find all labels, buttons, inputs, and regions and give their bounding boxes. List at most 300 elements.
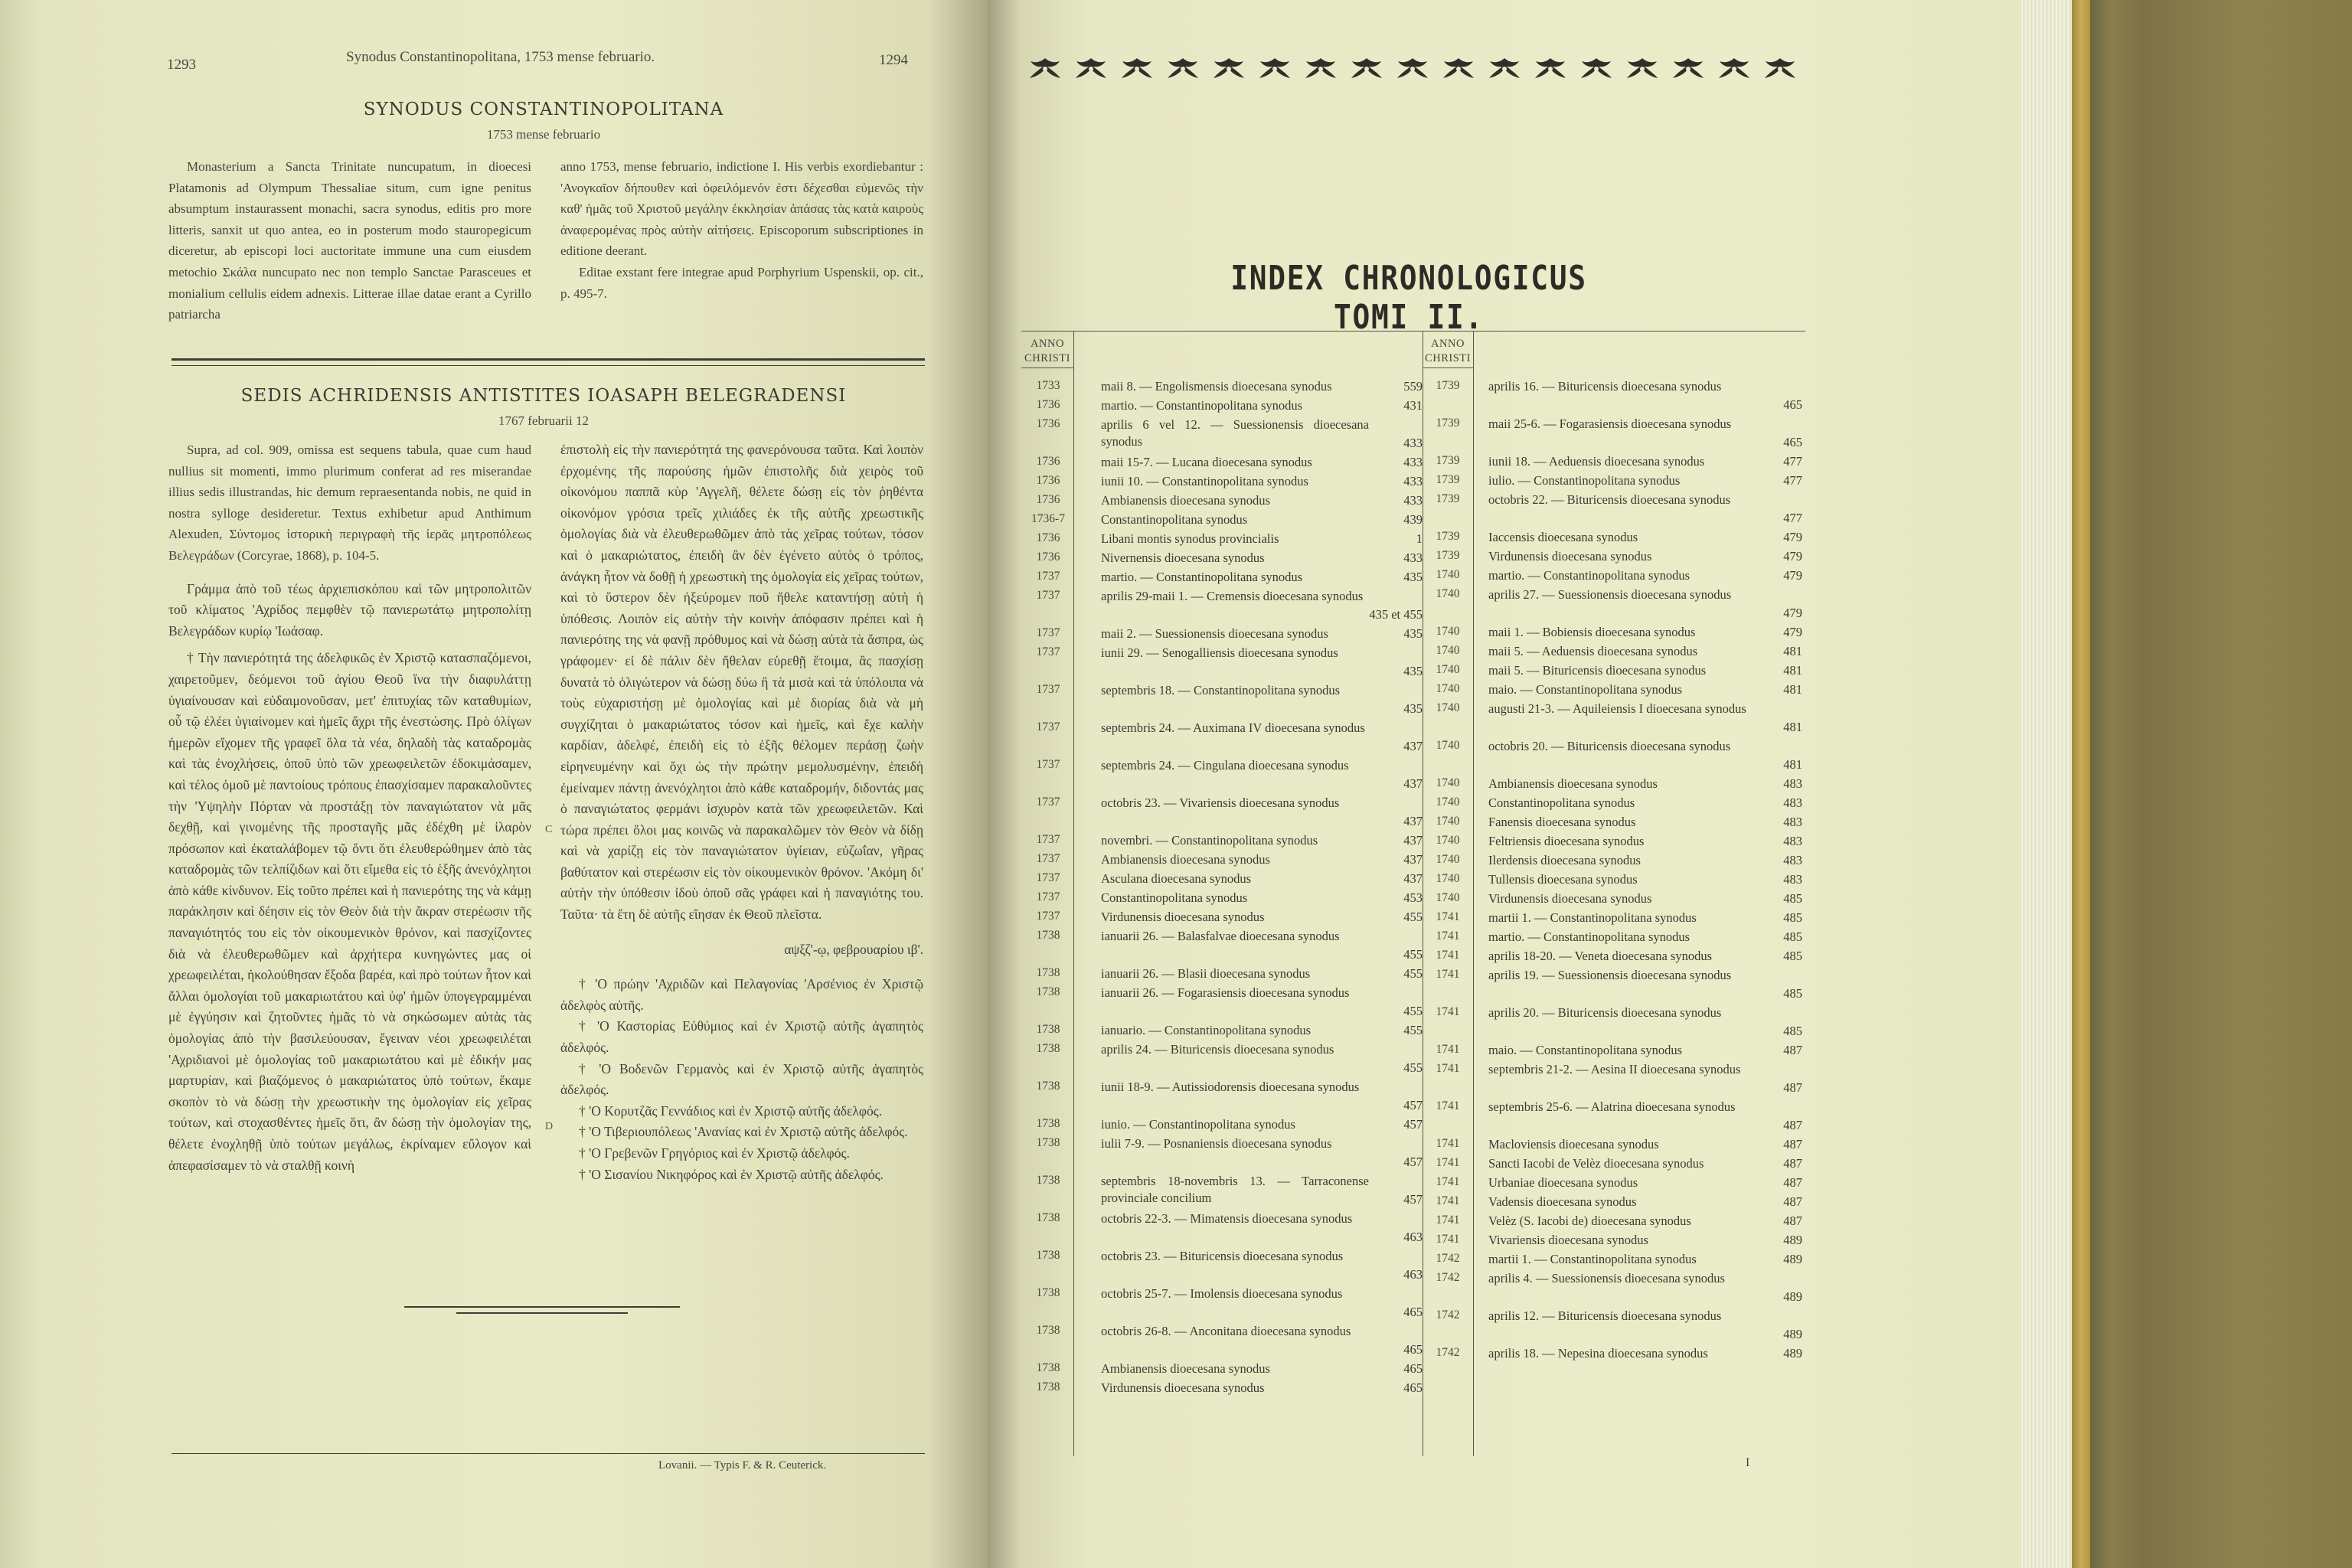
index-entry-text: Virdunensis dioecesana synodus <box>1101 910 1265 924</box>
index-entry <box>1101 569 1423 586</box>
index-page-number: 437 <box>1403 776 1423 791</box>
index-entry <box>1488 1232 1802 1249</box>
index-entry-text: martio. — Constantinopolitana synodus <box>1101 398 1303 413</box>
index-year: 1740 <box>1436 815 1460 828</box>
index-entry <box>1101 1041 1423 1076</box>
index-year: 1740 <box>1436 739 1460 752</box>
index-year: 1741 <box>1436 1233 1460 1246</box>
fleuron-ornament <box>1762 55 1798 81</box>
index-year: 1737 <box>1036 720 1060 733</box>
index-entry <box>1488 1345 1802 1362</box>
index-entry-text: Constantinopolitana synodus <box>1101 512 1248 527</box>
index-entry-text: maii 8. — Engolismensis dioecesana synodus <box>1101 379 1332 394</box>
index-page-number: 437 <box>1403 833 1423 848</box>
index-entry-text: Virdunensis dioecesana synodus <box>1101 1380 1265 1395</box>
index-entry-text: Vivariensis dioecesana synodus <box>1488 1233 1648 1247</box>
index-entry-text: Urbaniae dioecesana synodus <box>1488 1175 1638 1190</box>
index-page-number: 465 <box>1403 1305 1423 1319</box>
index-entry-text: Ilerdensis dioecesana synodus <box>1488 853 1641 867</box>
index-year: 1738 <box>1036 1023 1060 1036</box>
index-entry-text: octobris 20. — Bituricensis dioecesana synodus <box>1488 739 1731 753</box>
index-page-number: 431 <box>1403 398 1423 413</box>
section2-title: SEDIS ACHRIDENSIS ANTISTITES IOASAPH BELEGRADENSI <box>240 386 847 406</box>
index-entry-text: iunio. — Constantinopolitana synodus <box>1101 1117 1295 1132</box>
page-number-left: 1293 <box>167 57 196 73</box>
index-entry <box>1101 1135 1423 1171</box>
index-year: 1739 <box>1436 379 1460 392</box>
index-year: 1741 <box>1436 910 1460 923</box>
margin-letter-d: D <box>545 1121 554 1132</box>
index-entry <box>1488 795 1802 812</box>
index-entry-text: octobris 23. — Bituricensis dioecesana synodus <box>1101 1249 1344 1263</box>
footer-rule <box>172 1453 925 1454</box>
index-page-number: 483 <box>1783 815 1802 829</box>
index-page-number: 479 <box>1783 549 1802 564</box>
index-entry-text: iunii 10. — Constantinopolitana synodus <box>1101 474 1308 488</box>
index-year: 1738 <box>1036 1117 1060 1130</box>
index-entry <box>1101 720 1423 755</box>
index-year: 1738 <box>1036 929 1060 942</box>
index-year: 1737 <box>1036 910 1060 923</box>
index-year: 1740 <box>1436 834 1460 847</box>
index-entry <box>1101 757 1423 792</box>
index-year: 1741 <box>1436 968 1460 981</box>
index-entry-text: aprilis 12. — Bituricensis dioecesana synodus <box>1488 1308 1722 1323</box>
section-divider <box>172 358 925 366</box>
index-entry <box>1101 1323 1423 1358</box>
fleuron-ornament <box>1487 55 1522 81</box>
letter-date-line: αψξζ'-ῳ, φεβρουαρίου ιβ'. <box>784 941 923 957</box>
index-entry <box>1488 586 1802 622</box>
index-entry-text: iunii 18-9. — Autissiodorensis dioecesana synodus <box>1101 1080 1360 1094</box>
index-entry-text: aprilis 24. — Bituricensis dioecesana synodus <box>1101 1042 1334 1057</box>
index-entry <box>1101 1361 1423 1377</box>
index-entry-text: Libani montis synodus provincialis <box>1101 531 1279 546</box>
index-entry <box>1101 588 1423 623</box>
index-entry-text: martio. — Constantinopolitana synodus <box>1101 570 1303 584</box>
index-year: 1739 <box>1436 473 1460 486</box>
index-year: 1740 <box>1436 795 1460 808</box>
index-page-number: 487 <box>1783 1194 1802 1209</box>
index-entry-text: aprilis 16. — Bituricensis dioecesana synodus <box>1488 379 1722 394</box>
index-year: 1736 <box>1036 493 1060 506</box>
index-page-number: 485 <box>1783 891 1802 906</box>
index-page-number: 483 <box>1783 834 1802 848</box>
index-entry-text: martio. — Constantinopolitana synodus <box>1488 929 1690 944</box>
index-entry-text: octobris 23. — Vivariensis dioecesana synodus <box>1101 795 1340 810</box>
index-entry <box>1488 1194 1802 1210</box>
section1-title: SYNODUS CONSTANTINOPOLITANA <box>363 100 724 119</box>
index-entry <box>1488 624 1802 641</box>
index-entry <box>1101 626 1423 642</box>
index-year: 1738 <box>1036 1174 1060 1187</box>
index-year: 1739 <box>1436 530 1460 543</box>
index-page-number: 433 <box>1403 550 1423 565</box>
index-page-number: 481 <box>1783 757 1802 772</box>
index-entry-text: octobris 25-7. — Imolensis dioecesana synodus <box>1101 1286 1343 1301</box>
index-year: 1740 <box>1436 568 1460 581</box>
index-page-number: 435 <box>1403 570 1423 584</box>
index-page-number: 433 <box>1403 474 1423 488</box>
index-year: 1737 <box>1036 683 1060 696</box>
index-entry-text: aprilis 18. — Nepesina dioecesana synodus <box>1488 1346 1708 1361</box>
index-entry-text: maio. — Constantinopolitana synodus <box>1488 1043 1682 1057</box>
index-entry-text: maii 5. — Aeduensis dioecesana synodus <box>1488 644 1698 658</box>
section2-latin-intro: Supra, ad col. 909, omissa est sequens tabula, quae cum haud nullius sit momenti, immo plurimum conferat ad res miserandae illius sedis illustrandas, hic demum repraesentanda nobis, ne quid in nostra sylloge desideretur. Textus exhibetur apud Anthimum Alexuden, Σύντομος ἱστορικὴ περιγραφὴ τῆς ἱερᾶς μητροπόλεως Βελεγράδων (Corcyrae, 1868), p. 104-5. <box>168 443 531 563</box>
index-year: 1738 <box>1036 1211 1060 1224</box>
index-entry <box>1488 1155 1802 1172</box>
index-entry <box>1101 928 1423 963</box>
margin-letter-c: C <box>545 824 553 835</box>
index-page-number: 479 <box>1783 625 1802 639</box>
index-year: 1741 <box>1436 1137 1460 1150</box>
index-page-number: 479 <box>1783 606 1802 620</box>
index-year: 1738 <box>1036 1080 1060 1093</box>
index-entry <box>1488 1213 1802 1230</box>
index-entry <box>1101 1210 1423 1246</box>
index-page-number: 455 <box>1403 1004 1423 1018</box>
section1-col2-text: anno 1753, mense februario, indictione I. His verbis exordiebantur : 'Ανογκαῖον δήπουθεν καὶ ὀφειλόμενόν ἐστι δέχεσθαι εὐμενῶς τὴν καθ' ἡμᾶς τοῦ Χριστοῦ μεγάλην ἐκκλησίαν ἁπάσας τὰς κατὰ καιροὺς ἀναφερομένας πρὸς αὐτὴν αἰτήσεις. Episcoporum subscriptiones in editione deerant. <box>560 159 923 259</box>
index-year: 1737 <box>1036 852 1060 865</box>
index-entry-text: septembris 18-novembris 13. — Tarraconense provinciale concilium <box>1101 1174 1369 1205</box>
index-year: 1738 <box>1036 1249 1060 1262</box>
index-year: 1737 <box>1036 589 1060 602</box>
index-entry-text: maii 25-6. — Fogarasiensis dioecesana synodus <box>1488 416 1732 431</box>
index-page-number: 485 <box>1783 1024 1802 1038</box>
index-page-number: 485 <box>1783 910 1802 925</box>
index-entry <box>1101 1285 1423 1321</box>
index-page-number: 437 <box>1403 852 1423 867</box>
index-entry <box>1488 929 1802 946</box>
index-entry <box>1488 967 1802 1002</box>
section1-date: 1753 mense februario <box>486 127 601 142</box>
index-year: 1738 <box>1036 1286 1060 1299</box>
year-divider-right <box>1473 331 1474 1456</box>
index-entry <box>1488 643 1802 660</box>
index-page-number: 435 <box>1403 626 1423 641</box>
section1-col2 <box>560 156 923 304</box>
index-entry <box>1488 548 1802 565</box>
index-page-number: 437 <box>1403 739 1423 753</box>
index-page-number: 487 <box>1783 1156 1802 1171</box>
index-entry <box>1488 453 1802 470</box>
index-top-rule-right <box>1423 331 1805 332</box>
index-page-number: 457 <box>1403 1155 1423 1169</box>
index-year: 1740 <box>1436 701 1460 714</box>
index-entry <box>1101 1173 1423 1208</box>
index-entry <box>1101 1022 1423 1039</box>
index-page-number: 455 <box>1403 966 1423 981</box>
fleuron-ornament <box>1441 55 1476 81</box>
index-entry <box>1101 682 1423 717</box>
index-entry <box>1488 1174 1802 1191</box>
index-page-number: 463 <box>1403 1267 1423 1282</box>
index-year: 1741 <box>1436 949 1460 962</box>
index-year: 1736 <box>1036 531 1060 544</box>
index-page-number: 457 <box>1403 1098 1423 1112</box>
index-entry <box>1101 985 1423 1020</box>
index-year: 1733 <box>1036 379 1060 392</box>
index-page-number: 455 <box>1403 1023 1423 1037</box>
index-entry-text: iunii 29. — Senogalliensis dioecesana synodus <box>1101 645 1338 660</box>
index-entry <box>1101 909 1423 926</box>
index-entry-text: maii 1. — Bobiensis dioecesana synodus <box>1488 625 1696 639</box>
index-year: 1742 <box>1436 1271 1460 1284</box>
index-page-number: 481 <box>1783 663 1802 678</box>
section2-col2 <box>560 439 923 1185</box>
gilt-edge <box>2072 0 2090 1568</box>
index-entry <box>1488 1061 1802 1096</box>
index-entry-text: maii 15-7. — Lucana dioecesana synodus <box>1101 455 1312 469</box>
fleuron-ornament <box>1257 55 1292 81</box>
index-page-number: 487 <box>1783 1043 1802 1057</box>
index-year: 1739 <box>1436 454 1460 467</box>
index-entry-text: ianuarii 26. — Blasii dioecesana synodus <box>1101 966 1311 981</box>
index-entry-text: aprilis 19. — Suessionensis dioecesana synodus <box>1488 968 1732 982</box>
index-entry <box>1488 1308 1802 1343</box>
index-entry <box>1488 948 1802 965</box>
index-page-number: 481 <box>1783 644 1802 658</box>
index-entry-text: martii 1. — Constantinopolitana synodus <box>1488 910 1697 925</box>
index-entry <box>1488 701 1802 736</box>
index-entry <box>1488 492 1802 527</box>
year-divider-left <box>1073 331 1074 1456</box>
fleuron-ornament <box>1119 55 1155 81</box>
index-year: 1737 <box>1036 795 1060 808</box>
index-entry <box>1488 1042 1802 1059</box>
index-entry-text: ianuarii 26. — Fogarasiensis dioecesana synodus <box>1101 985 1350 1000</box>
index-entry <box>1488 776 1802 792</box>
index-page-number: 433 <box>1403 493 1423 508</box>
index-entry <box>1101 511 1423 528</box>
index-page-number: 487 <box>1783 1118 1802 1132</box>
index-entry <box>1488 890 1802 907</box>
section2-greek-letter: † Τὴν πανιερότητά της ἀδελφικῶς ἐν Χριστῷ κατασπαζόμενοι, χαιρετοῦμεν, δεόμενοι τοῦ ἁγίου Θεοῦ ἵνα τὴν διαφυλάττῃ ὑγιαίνουσαν καὶ εὐδαιμονοῦσαν, μετ' ἐπιτυχίας τῶν καταθυμίων, οὗ τῷ ἐλέει ὑγιαίνομεν καὶ ἡμεῖς ἄχρι τῆς ἐνεστώσης. Πρὸ ὀλίγων ἡμερῶν εἴχομεν τῆς γραφεῖ ὅλα τὰ νέα, δηλαδὴ τὰς καταδρομὰς καὶ τὰς ἐνοχλήσεις, ὁποῦ ὑπὸ τῶν χρεωφειλετῶν ἐδοκιμάσαμεν, καὶ τέλος ὁμοῦ μὲ παντοίους τρόπους ἐπασχίσαμεν παρακαλοῦντες τὴν 'Υψηλὴν Πόρταν νὰ προστάξῃ τὸν παναγιώτατον νὰ μᾶς δεχθῇ, καὶ γινομένης τῆς προσταγῆς μᾶς ἐδέχθη μὲ ἱλαρὸν πρόσωπον καὶ ἐκαταλάβομεν τῷ ὄντι ὅτι ἐλευθερώθημεν ἀπὸ τὰς καταδρομὰς τῶν τελπίζιδων καὶ ὅτι εἴμεθα εἰς τὸ ἑξῆς ἀνενόχλητοι ἀπὸ κάθε κίνδυνον. Εἰς τοῦτο πρέπει καὶ ἡ πανιερότης της νὰ κάμῃ παράκλησιν καὶ δέησιν εἰς τὸν Θεὸν διὰ τὴν ἄκραν στερέωσιν τῆς παναγιότητός του εἰς τὸν οἰκουμενικὸν θρόνον, καὶ πασχίζοντες διὰ νὰ ἐλευθερωθῶμεν καὶ ἀρχήτερα κυνηγώντες μας οἱ χρεωφειλέται, ἠκολούθησαν ἔξοδα βαρέα, καὶ πρὸ τούτων ἦτον καὶ ἄλλαι ὁμολογίαι τοῦ μακαριωτάτου καὶ ὑφ' ἡμῶν ὑπογεγραμμέναι μὲ ἐγγύησιν καὶ ζητοῦντες ἡμᾶς τὸ νὰ σηκώσωμεν αὐτὰς τὰς ὁμολογίας ἀπὸ τὴν βασιλεύουσαν, ἔγειναν νέοι χρεωφειλέται 'Αχριδιανοὶ μὲ ὁμολογίας τοῦ μακαριωτάτου καὶ μὲ ἐδικήν μας μαρτυρίαν, καὶ βιαζόμενος ὁ μακαριώτατος ὑπὸ τούτων, ἔκαμε σκοπὸν τὸ νὰ δώσῃ τὴν χρεωστικὴν της ὁμολογίαν εἰς χεῖρας τούτων, καὶ στοχασθέντες ἡμεῖς ὅτι, ἂν δώσῃ τὴν ὁμολογίαν της, θέλετε ἐνοχληθῇ ὑπὸ τούτων μεγάλως, ἐκρίναμεν εὔλογον καὶ ἀπεφασίσαμεν τὸ νὰ σταλθῇ κοινὴ <box>168 650 531 1173</box>
index-year: 1737 <box>1036 871 1060 884</box>
index-year: 1737 <box>1036 570 1060 583</box>
index-year: 1740 <box>1436 776 1460 789</box>
index-entry-text: Velèz (S. Iacobi de) dioecesana synodus <box>1488 1214 1691 1228</box>
index-entry <box>1488 1251 1802 1268</box>
section2-greek-letter-cont: ἐπιστολὴ εἰς τὴν πανιερότητά της φανερόνουσα ταῦτα. Καὶ λοιπὸν ἐρχομένης τῆς παρούσης ἡμῶν ἐπιστολῆς διὰ χειρὸς τοῦ οἰκονόμου παππᾶ κὺρ 'Αγγελῆ, θέλετε δώσῃ εἰς τὸν ῥηθέντα οἰκονόμον γρόσια τρεῖς χιλιάδες ἐκ τῆς αὐτῆς χρεωστικῆς ὁμολογίας διὰ νὰ ἐλευθερωθῶμεν ἀπὸ τὰς χεῖρας τούτων, τόσον καὶ ὁ μακαριώτατος, ἐπειδὴ ἂν δὲν ἐγένετο αὐτὸς ὁ τρόπος, ἀνάγκη ἦτον νὰ δοθῇ ἡ χρεωστικὴ της ὁμολογία εἰς χεῖρας τούτων, καὶ τὸ ὕστερον δὲν ἠξεύρομεν ποῦ ἤθελε καταντήσῃ αὐτὴ ἡ ὑπόθεσις. Λοιπὸν εἰς αὐτὴν τὴν κοινὴν ἀπόφασιν πρέπει καὶ ἡ πανιερότης της νὰ φανῇ πρόθυμος καὶ νὰ δώσῃ αὐτὰ τὰ ἄσπρα, ὡς γράφομεν· εἰ δὲ πάλιν δὲν ἤθελαν εὑρεθῇ ἕτοιμα, ἂς πασχίσῃ δυνατὰ τὸ ὀλιγώτερον νὰ δώσῃ δύω ἢ τὰ μισὰ καὶ τὰ ὑπόλοιπα νὰ τοὺς εὐχαριστήσῃ μὲ ὁμολογίας καὶ μὲ διορίας διὰ νὰ μὴ συγχίζηται ὁ μακαριώτατος τόσον καὶ ἡμεῖς, καὶ ἔχε καλὴν καρδίαν, ἀδελφέ, ἐπειδὴ εἰς τὸ ἑξῆς θέλομεν περάσῃ ζωὴν εἰρηνευμένην καὶ ὄχι ὡς τὴν πρώτην μεμολυσμένην, ἐπειδὴ ἐμείναμεν πάντῃ ἀνενόχλητοι ἀπὸ κάθε καταδρομήν, διδοντάς μας ὁ παναγιώτατος φερμάνι ἰσχυρὸν κατὰ τῶν χρεωφειλετῶν. Καὶ τώρα πρέπει ὅλοι μας κοινῶς νὰ παρακαλῶμεν τὸν Θεὸν νὰ δίδῃ καὶ νὰ χαρίζῃ εἰς τὸν παναγιώτατον ὑγίειαν, εὐζωΐαν, γῆρας βαθύτατον καὶ στερέωσιν εἰς τὸν οἰκουμενικὸν θρόνον. 'Ακόμη δι' αὐτὴν τὴν ὑπόθεσιν ἰδοὺ ὁποῦ σᾶς γράφει καὶ ἡ παναγιότης του. Ταῦτα· τὰ ἔτη δὲ αὐτῆς εἴησαν ἐκ Θεοῦ πλεῖστα. <box>560 442 923 923</box>
index-entry-text: maii 5. — Bituricensis dioecesana synodus <box>1488 663 1707 678</box>
index-entry-text: Ambianensis dioecesana synodus <box>1101 852 1270 867</box>
index-entry <box>1488 1004 1802 1040</box>
index-year: 1742 <box>1436 1346 1460 1359</box>
index-entry <box>1488 567 1802 584</box>
index-page-number: 477 <box>1783 454 1802 469</box>
index-page-number: 465 <box>1783 435 1802 449</box>
index-page-number: 479 <box>1783 530 1802 544</box>
index-entry <box>1488 1136 1802 1153</box>
index-page-number: 465 <box>1783 397 1802 412</box>
index-entry <box>1488 871 1802 888</box>
index-year: 1741 <box>1436 1214 1460 1227</box>
year-column-header-right: ANNO CHRISTI <box>1425 338 1471 364</box>
index-year: 1741 <box>1436 1099 1460 1112</box>
year-column-header-left: ANNO CHRISTI <box>1024 338 1070 364</box>
index-year: 1738 <box>1036 1380 1060 1393</box>
index-entry <box>1101 1079 1423 1114</box>
index-page-number: 437 <box>1403 871 1423 886</box>
fleuron-ornament <box>1579 55 1614 81</box>
index-page-number: 455 <box>1403 910 1423 924</box>
index-page-number: 483 <box>1783 853 1802 867</box>
index-year: 1739 <box>1436 492 1460 505</box>
index-entry <box>1101 378 1423 395</box>
index-page-number: 457 <box>1403 1117 1423 1132</box>
end-rule <box>404 1306 680 1308</box>
index-year: 1737 <box>1036 645 1060 658</box>
index-entry-text: aprilis 6 vel 12. — Suessionensis dioecesana synodus <box>1101 417 1369 449</box>
index-page-number: 487 <box>1783 1175 1802 1190</box>
section1-col1-text: Monasterium a Sancta Trinitate nuncupatum, in dioecesi Platamonis ad Olympum Thessaliae situm, cum igne penitus absumptum instaurassent monachi, sacra synodus, editis pro more litteris, sanxit ut quo antea, eo in posterum modo stauropegicum diceretur, ab episcopi loci auctoritate immune una cum eiusdem metochio Σκάλα nuncupato nec non templo Sanctae Parasceues et monialium cellulis eidem adnexis. Litterae illae datae erant a Cyrillo patriarcha <box>168 159 531 322</box>
fleuron-ornament <box>1625 55 1660 81</box>
index-entry <box>1488 738 1802 773</box>
index-year: 1738 <box>1036 966 1060 979</box>
fleuron-ornament <box>1349 55 1384 81</box>
signature: † 'Ο Τιβεριουπόλεως 'Ανανίας καὶ ἐν Χριστῷ αὐτῆς ἀδελφός. <box>579 1124 908 1140</box>
index-year: 1736 <box>1036 474 1060 487</box>
index-entry-text: Ambianensis dioecesana synodus <box>1101 493 1270 508</box>
index-page-number: 487 <box>1783 1080 1802 1095</box>
index-page-number: 463 <box>1403 1230 1423 1244</box>
index-entry-text: Constantinopolitana synodus <box>1488 795 1635 810</box>
index-entry <box>1101 965 1423 982</box>
index-year: 1736-7 <box>1031 512 1065 525</box>
index-entry <box>1488 814 1802 831</box>
index-page-number: 489 <box>1783 1289 1802 1304</box>
index-entry <box>1101 492 1423 509</box>
index-year: 1738 <box>1036 1361 1060 1374</box>
index-entry-text: Vadensis dioecesana synodus <box>1488 1194 1637 1209</box>
index-entry <box>1488 1270 1802 1305</box>
index-page-number: 455 <box>1403 1060 1423 1075</box>
signature: † 'Ο Καστορίας Εὐθύμιος καὶ ἐν Χριστῷ αὐτῆς ἀγαπητὸς ἀδελφός. <box>560 1018 923 1056</box>
index-entry-text: octobris 22. — Bituricensis dioecesana synodus <box>1488 492 1731 507</box>
index-year: 1739 <box>1436 416 1460 430</box>
index-entry <box>1101 871 1423 887</box>
index-entry-text: iunii 18. — Aeduensis dioecesana synodus <box>1488 454 1705 469</box>
index-year: 1740 <box>1436 644 1460 657</box>
index-page-number: 479 <box>1783 568 1802 583</box>
index-page-number: 433 <box>1403 436 1423 450</box>
index-entry <box>1101 795 1423 830</box>
index-entry <box>1101 454 1423 471</box>
index-entry <box>1101 531 1423 547</box>
index-entry <box>1488 1099 1802 1134</box>
index-year: 1742 <box>1436 1252 1460 1265</box>
section1-col2-source: Editae exstant fere integrae apud Porphyrium Uspenskii, op. cit., p. 495-7. <box>560 264 923 301</box>
index-entry <box>1488 416 1802 451</box>
index-page-number: 433 <box>1403 455 1423 469</box>
index-page-number: 487 <box>1783 1214 1802 1228</box>
index-entry <box>1101 851 1423 868</box>
index-year: 1736 <box>1036 398 1060 411</box>
index-entry-text: septembris 18. — Constantinopolitana synodus <box>1101 683 1341 697</box>
index-page-number: 485 <box>1783 949 1802 963</box>
index-entry-text: septembris 24. — Auximana IV dioecesana synodus <box>1101 720 1365 735</box>
index-page-number: 435 <box>1403 664 1423 678</box>
fleuron-ornament <box>1533 55 1568 81</box>
running-head: Synodus Constantinopolitana, 1753 mense februario. <box>346 49 655 65</box>
index-entry-text: ianuarii 26. — Balasfalvae dioecesana synodus <box>1101 929 1340 943</box>
index-year: 1738 <box>1036 1136 1060 1149</box>
index-entry-text: ianuario. — Constantinopolitana synodus <box>1101 1023 1312 1037</box>
signature: † 'Ο Βοδενῶν Γερμανὸς καὶ ἐν Χριστῷ αὐτῆς ἀγαπητὸς ἀδελφός. <box>560 1060 923 1098</box>
section2-col1 <box>168 439 531 1176</box>
index-entry <box>1488 852 1802 869</box>
index-page-number: 439 <box>1403 512 1423 527</box>
fleuron-ornament <box>1395 55 1430 81</box>
index-page-number: 487 <box>1783 1137 1802 1152</box>
index-entry-text: aprilis 27. — Suessionensis dioecesana synodus <box>1488 587 1732 602</box>
index-year: 1741 <box>1436 1062 1460 1075</box>
index-entry-text: maii 2. — Suessionensis dioecesana synodus <box>1101 626 1328 641</box>
fleuron-ornament <box>1165 55 1200 81</box>
index-entry <box>1101 832 1423 849</box>
index-top-rule-left <box>1021 331 1481 332</box>
index-entry <box>1101 397 1423 414</box>
index-entry-text: iulio. — Constantinopolitana synodus <box>1488 473 1681 488</box>
index-entry-text: aprilis 18-20. — Veneta dioecesana synodus <box>1488 949 1713 963</box>
index-year: 1737 <box>1036 890 1060 903</box>
index-entry-text: iulii 7-9. — Posnaniensis dioecesana synodus <box>1101 1136 1332 1151</box>
index-entry-text: septembris 24. — Cingulana dioecesana synodus <box>1101 758 1349 773</box>
index-page-number: 465 <box>1403 1361 1423 1376</box>
index-year: 1741 <box>1436 1043 1460 1056</box>
index-entry-text: Fanensis dioecesana synodus <box>1488 815 1636 829</box>
index-entry <box>1101 416 1423 452</box>
index-entry-text: novembri. — Constantinopolitana synodus <box>1101 833 1318 848</box>
index-year: 1740 <box>1436 587 1460 600</box>
index-page-number: 453 <box>1403 890 1423 905</box>
index-year: 1741 <box>1436 929 1460 942</box>
index-entry-text: Ambianensis dioecesana synodus <box>1101 1361 1270 1376</box>
index-entry-text: octobris 22-3. — Mimatensis dioecesana synodus <box>1101 1211 1353 1226</box>
signature-list <box>560 974 923 1185</box>
index-entry-text: Virdunensis dioecesana synodus <box>1488 549 1652 564</box>
index-year: 1738 <box>1036 985 1060 998</box>
index-page-number: 481 <box>1783 682 1802 697</box>
index-entry-text: Macloviensis dioecesana synodus <box>1488 1137 1659 1152</box>
index-entry-text: Nivernensis dioecesana synodus <box>1101 550 1265 565</box>
index-year: 1741 <box>1436 1156 1460 1169</box>
index-entry-text: Virdunensis dioecesana synodus <box>1488 891 1652 906</box>
signature: † 'Ο Σισανίου Νικηφόρος καὶ ἐν Χριστῷ αὐτῆς ἀδελφός. <box>579 1166 884 1182</box>
section1-col1 <box>168 156 531 325</box>
index-page-number: 435 et 455 <box>1369 607 1423 622</box>
index-entry-text: septembris 21-2. — Aesina II dioecesana synodus <box>1488 1062 1741 1076</box>
signature: † 'Ο πρώην 'Αχριδῶν καὶ Πελαγονίας 'Αρσένιος ἐν Χριστῷ ἀδελφὸς αὐτῆς. <box>560 976 923 1013</box>
index-year: 1739 <box>1436 549 1460 562</box>
index-entry-text: augusti 21-3. — Aquileiensis I dioecesana synodus <box>1488 701 1746 716</box>
index-entry-text: Feltriensis dioecesana synodus <box>1488 834 1645 848</box>
index-entry-text: aprilis 20. — Bituricensis dioecesana synodus <box>1488 1005 1722 1020</box>
index-year: 1741 <box>1436 1175 1460 1188</box>
fleuron-ornament <box>1211 55 1246 81</box>
index-entry-text: Iaccensis dioecesana synodus <box>1488 530 1638 544</box>
index-entry-text: martio. — Constantinopolitana synodus <box>1488 568 1690 583</box>
index-year: 1737 <box>1036 833 1060 846</box>
page-number-right: 1294 <box>879 52 908 68</box>
index-year: 1740 <box>1436 663 1460 676</box>
index-page-number: 435 <box>1403 701 1423 716</box>
fleuron-ornament <box>1073 55 1109 81</box>
index-entry <box>1488 833 1802 850</box>
index-page-number: 483 <box>1783 776 1802 791</box>
index-entry-text: maio. — Constantinopolitana synodus <box>1488 682 1682 697</box>
